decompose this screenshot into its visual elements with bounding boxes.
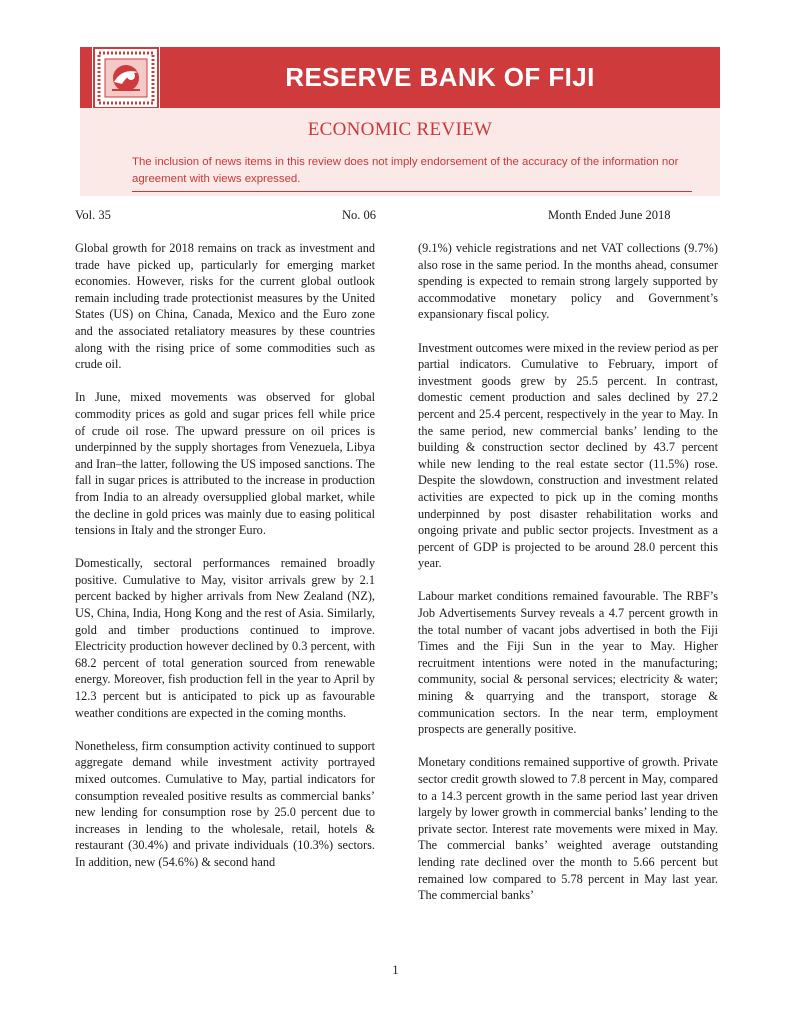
paragraph-global-growth: Global growth for 2018 remains on track as investment and trade have picked up, particularly for emerging market economies. However, risks for the current global outlook remain including trade protectionist measures by the United States (US) on China, Canada, Mexico and the Euro zone and the associated retaliatory measures by these countries along with the rising price of some commodities such as crude oil. [75, 241, 375, 372]
reserve-bank-seal-icon [92, 46, 160, 110]
paragraph-consumption: Nonetheless, firm consumption activity continued to support aggregate demand while investment activity portrayed mixed outcomes. Cumulative to May, partial indicators for consumption revealed positive results as commercial banks’ new lending for consumption rose by 25.0 percent due to increases in lending to the wholesale, retail, hotels & restaurant (30.4%) and private individuals (10.3%) sectors. In addition, new (54.6%) & second hand [75, 738, 375, 869]
review-title: ECONOMIC REVIEW [307, 119, 493, 140]
disclaimer-text: The inclusion of news items in this review does not imply endorsement of the accuracy of the information nor agreement with views expressed. [132, 156, 679, 185]
page-number: 1 [392, 963, 399, 977]
paragraph-investment: Investment outcomes were mixed in the review period as per partial indicators. Cumulative to February, import of investment goods grew by 25.5 percent. In contrast, domestic cement production and sales declined by 27.2 percent and 25.4 percent, respectively in the year to May. In the same period, new commercial banks’ lending to the building & construction sector declined by 43.7 percent while new lending to the real estate sector (11.5%) rose. Despite the slowdown, construction and investment related activities are expected to pick up in the coming months underpinned by post disaster rehabilitation works and ongoing private and public sector projects. Investment as a percent of GDP is projected to be around 28.0 percent this year. [418, 340, 718, 571]
left-column [75, 240, 375, 887]
paragraph-sectoral-performance: Domestically, sectoral performances remained broadly positive. Cumulative to May, visitor arrivals grew by 2.1 percent backed by higher arrivals from New Zealand (NZ), US, China, India, Hong Kong and the rest of Asia. Similarly, gold and timber productions continued to improve. Electricity production however declined by 0.3 percent, with 68.2 percent of total generation sourced from renewable energy. Moreover, fish production fell in the year to April by 12.3 percent but is anticipated to pick up as favourable weather conditions are expected in the coming months. [75, 556, 375, 720]
paragraph-monetary-conditions: Monetary conditions remained supportive of growth. Private sector credit growth slowed to 7.8 percent in May, compared to a 14.3 percent growth in the same period last year driven largely by lower growth in commercial banks’ lending to the private sector. Interest rate movements were mixed in May. The commercial banks’ weighted average outstanding lending rate declined over the month to 5.66 percent but remained low compared to 5.78 percent in May last year. The commercial banks’ [418, 755, 718, 903]
paragraph-commodity-prices: In June, mixed movements was observed for global commodity prices as gold and sugar prices fell while price of crude oil rose. The upward pressure on oil prices is underpinned by the supply shortages from Venezuela, Libya and Iran–the latter, following the US imposed sanctions. The fall in sugar prices is attributed to the increase in production from India to an already oversupplied global market, while the decline in gold prices was mainly due to easing political tensions in Italy and the stronger Euro. [75, 390, 375, 538]
paragraph-consumption-continued: (9.1%) vehicle registrations and net VAT collections (9.7%) also rose in the same period. In the months ahead, consumer spending is expected to remain strong largely supported by accommodative monetary policy and Government’s expansionary fiscal policy. [418, 241, 718, 322]
bank-name: RESERVE BANK OF FIJI [285, 62, 595, 92]
volume-label: Vol. 35 [75, 208, 111, 222]
paragraph-labour-market: Labour market conditions remained favourable. The RBF’s Job Advertisements Survey reveals a 4.7 percent growth in the total number of vacant jobs advertised in both the Fiji Times and the Fiji Sun in the year to May. Higher recruitment intentions were noted in the manufacturing; community, social & personal services; electricity & water; mining & quarrying and the transport, storage & communication sectors. In the near term, employment prospects are generally positive. [418, 589, 718, 737]
issue-number: No. 06 [342, 208, 377, 222]
divider [132, 191, 692, 192]
issue-period: Month Ended June 2018 [548, 208, 671, 222]
right-column [418, 240, 718, 920]
